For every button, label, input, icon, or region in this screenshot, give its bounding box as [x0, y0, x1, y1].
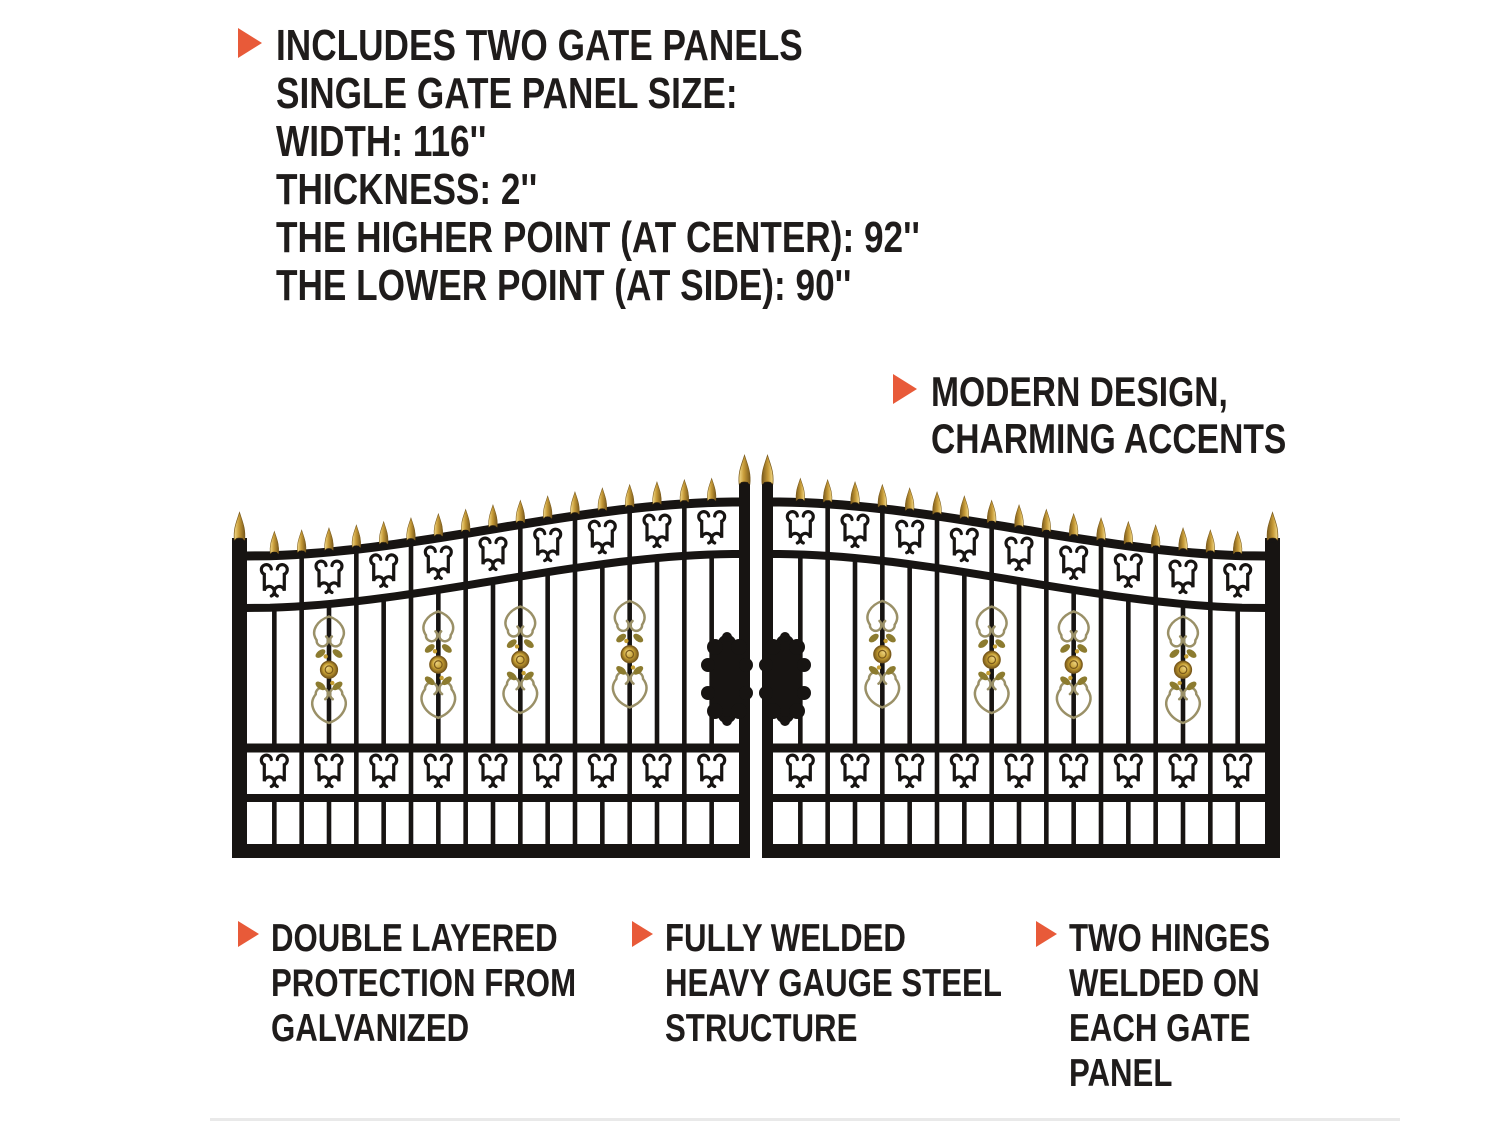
- gate-left-panel: [232, 455, 753, 858]
- gate-product-image: [232, 452, 1280, 864]
- specs-text: [276, 22, 920, 310]
- feature-line: PROTECTION FROM: [271, 962, 577, 1005]
- bullet-arrow-icon: [238, 28, 262, 58]
- bullet-arrow-icon: [632, 921, 653, 947]
- spec-line: THE LOWER POINT (AT SIDE): 90'': [276, 261, 852, 310]
- feature-line: STRUCTURE: [665, 1007, 858, 1050]
- feature-line: WELDED ON: [1069, 962, 1260, 1005]
- specs-callout: [238, 22, 1081, 310]
- feature-callout-galvanized: [238, 916, 652, 1051]
- feature-line: HEAVY GAUGE STEEL: [665, 962, 1002, 1005]
- bullet-arrow-icon: [238, 921, 259, 947]
- design-line: CHARMING ACCENTS: [931, 415, 1287, 462]
- feature-text: [1069, 916, 1270, 1096]
- image-bottom-edge-line: [210, 1118, 1400, 1121]
- spec-line: THE HIGHER POINT (AT CENTER): 92'': [276, 213, 920, 262]
- feature-line: PANEL: [1069, 1052, 1173, 1095]
- bullet-arrow-icon: [1036, 921, 1057, 947]
- feature-line: GALVANIZED: [271, 1007, 470, 1050]
- design-text: [931, 368, 1286, 462]
- feature-line: FULLY WELDED: [665, 917, 906, 960]
- gate-right-panel: [759, 455, 1280, 858]
- feature-line: DOUBLE LAYERED: [271, 917, 558, 960]
- gate-illustration: [232, 452, 1280, 864]
- feature-callout-hinges: [1036, 916, 1320, 1096]
- spec-line: SINGLE GATE PANEL SIZE:: [276, 69, 738, 118]
- design-line: MODERN DESIGN,: [931, 368, 1228, 415]
- feature-text: [665, 916, 1002, 1051]
- feature-callout-welded: [632, 916, 1086, 1051]
- spec-line: THICKNESS: 2'': [276, 165, 538, 214]
- design-callout: [893, 368, 1375, 462]
- feature-text: [271, 916, 576, 1051]
- bullet-arrow-icon: [893, 374, 917, 404]
- spec-line: WIDTH: 116'': [276, 117, 487, 166]
- feature-line: TWO HINGES: [1069, 917, 1271, 960]
- spec-line: INCLUDES TWO GATE PANELS: [276, 21, 803, 70]
- feature-line: EACH GATE: [1069, 1007, 1251, 1050]
